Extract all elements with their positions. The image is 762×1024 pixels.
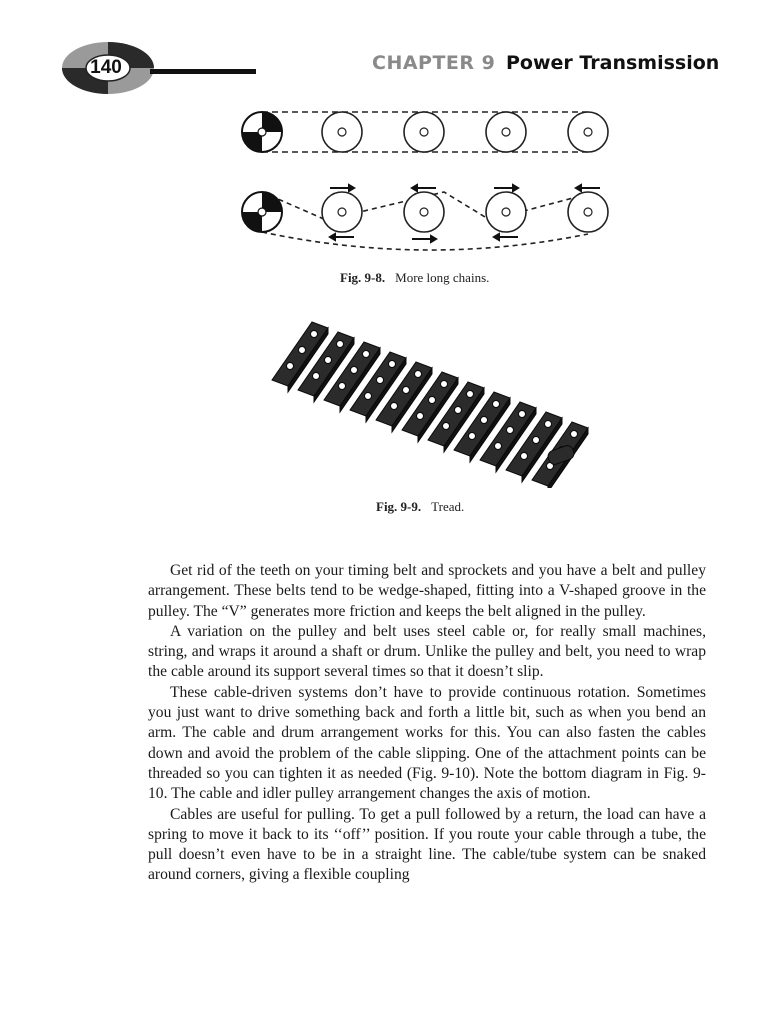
figure-label: Fig. 9-8. <box>340 270 386 285</box>
chapter-label: CHAPTER 9 <box>372 52 496 74</box>
figure-label: Fig. 9-9. <box>376 499 422 514</box>
figure-caption <box>376 499 464 515</box>
chain-straight-diagram <box>242 112 608 152</box>
figure-tread <box>262 312 592 488</box>
body-text <box>148 561 706 886</box>
figure-caption <box>340 270 489 286</box>
paragraph: Cables are useful for pulling. To get a pull followed by a return, the load can have a spring to move it back to its ‘‘off’’ position. If you route your cable through a tube, the pull doesn’t even have to be in a straight line. The cable/tube system can be snaked around corners, giving a flexible coupling <box>148 805 706 884</box>
paragraph: A variation on the pulley and belt uses steel cable or, for really small machines, string, and wraps it around a shaft or drum. Unlike the pulley and belt, you need to wrap the cable around its support several times so that it doesn’t slip. <box>148 622 706 681</box>
figure-caption-text: More long chains. <box>395 270 490 285</box>
figure-long-chains <box>236 102 616 254</box>
paragraph: Get rid of the teeth on your timing belt and sprockets and you have a belt and pulley arrangement. These belts tend to be wedge-shaped, fitting into a V-shaped groove in the pulley. The “V” generates more friction and keeps the belt aligned in the pulley. <box>148 562 706 620</box>
paragraph: These cable-driven systems don’t have to provide continuous rotation. Sometimes you just want to drive something back and forth a little bit, such as when you bend an arm. The cable and drum arrangement works for this. You can also fasten the cables down and avoid the problem of the cable slipping. One of the attachment points can be threaded so you can tighten it as needed (Fig. 9-10). Note the bottom diagram in Fig. 9-10. The cable and idler pulley arrangement changes the axis of motion. <box>148 683 706 803</box>
page-number: 140 <box>90 57 122 78</box>
chapter-title: Power Transmission <box>506 52 720 74</box>
header-rule <box>150 69 256 74</box>
chain-serpentine-diagram <box>242 185 608 250</box>
figure-caption-text: Tread. <box>431 499 465 514</box>
